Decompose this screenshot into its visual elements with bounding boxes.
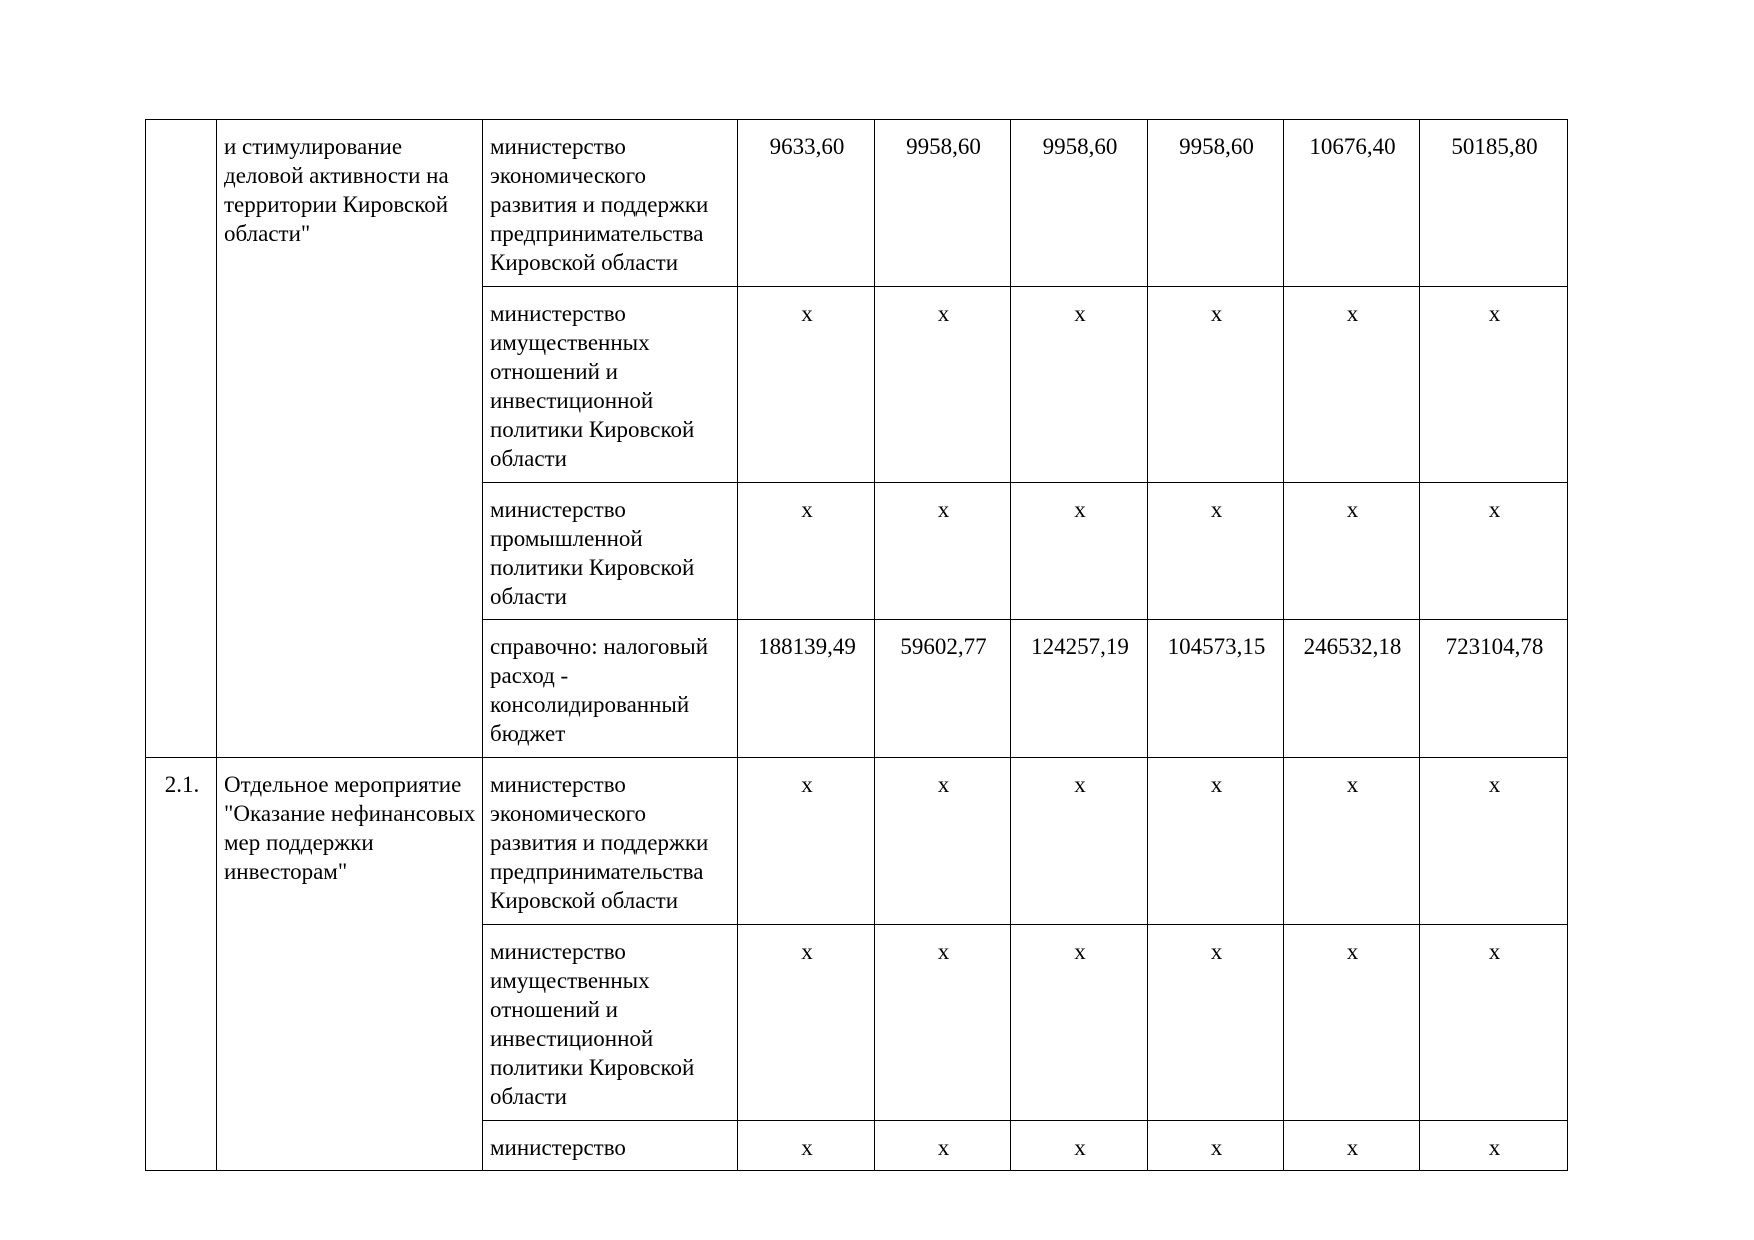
- executor-cell: министерство: [483, 1121, 738, 1171]
- year-value-cell: 9958,60: [875, 120, 1011, 287]
- year-value-cell: x: [1148, 287, 1284, 483]
- year-value-cell: 59602,77: [875, 620, 1011, 758]
- table-body: [146, 120, 1568, 1171]
- year-value-cell: x: [1284, 758, 1420, 925]
- year-value-cell: 188139,49: [738, 620, 875, 758]
- total-value-cell: x: [1420, 1121, 1568, 1171]
- year-value-cell: x: [1148, 925, 1284, 1121]
- year-value-cell: x: [1011, 1121, 1148, 1171]
- year-value-cell: x: [1011, 925, 1148, 1121]
- executor-cell: министерство экономического развития и поддержки предпринимательства Кировской области: [483, 758, 738, 925]
- year-value-cell: 104573,15: [1148, 620, 1284, 758]
- year-value-cell: x: [875, 758, 1011, 925]
- year-value-cell: x: [738, 483, 875, 620]
- year-value-cell: x: [738, 758, 875, 925]
- total-value-cell: x: [1420, 758, 1568, 925]
- year-value-cell: x: [1011, 287, 1148, 483]
- year-value-cell: x: [1011, 758, 1148, 925]
- total-value-cell: x: [1420, 287, 1568, 483]
- year-value-cell: 246532,18: [1284, 620, 1420, 758]
- table-row: [146, 120, 1568, 287]
- year-value-cell: x: [738, 287, 875, 483]
- row-number-cell: [146, 120, 217, 758]
- year-value-cell: 10676,40: [1284, 120, 1420, 287]
- activity-name-cell: Отдельное мероприятие "Оказание нефинансовых мер поддержки инвесторам": [217, 758, 483, 1171]
- total-value-cell: x: [1420, 925, 1568, 1121]
- year-value-cell: x: [1284, 287, 1420, 483]
- activity-name-cell: и стимулирование деловой активности на территории Кировской области": [217, 120, 483, 758]
- executor-cell: справочно: налоговый расход - консолидированный бюджет: [483, 620, 738, 758]
- year-value-cell: x: [738, 925, 875, 1121]
- year-value-cell: x: [1148, 1121, 1284, 1171]
- year-value-cell: x: [1148, 483, 1284, 620]
- year-value-cell: 9958,60: [1148, 120, 1284, 287]
- year-value-cell: x: [1284, 925, 1420, 1121]
- row-number-cell: 2.1.: [146, 758, 217, 1171]
- year-value-cell: x: [875, 925, 1011, 1121]
- total-value-cell: x: [1420, 483, 1568, 620]
- total-value-cell: 723104,78: [1420, 620, 1568, 758]
- total-value-cell: 50185,80: [1420, 120, 1568, 287]
- year-value-cell: x: [1284, 1121, 1420, 1171]
- executor-cell: министерство промышленной политики Кировской области: [483, 483, 738, 620]
- year-value-cell: x: [875, 483, 1011, 620]
- executor-cell: министерство имущественных отношений и инвестиционной политики Кировской области: [483, 287, 738, 483]
- executor-cell: министерство экономического развития и поддержки предпринимательства Кировской области: [483, 120, 738, 287]
- year-value-cell: x: [738, 1121, 875, 1171]
- year-value-cell: x: [1148, 758, 1284, 925]
- year-value-cell: 9958,60: [1011, 120, 1148, 287]
- year-value-cell: x: [1011, 483, 1148, 620]
- executor-cell: министерство имущественных отношений и инвестиционной политики Кировской области: [483, 925, 738, 1121]
- year-value-cell: 124257,19: [1011, 620, 1148, 758]
- year-value-cell: x: [1284, 483, 1420, 620]
- table-row: [146, 758, 1568, 925]
- year-value-cell: x: [875, 1121, 1011, 1171]
- year-value-cell: 9633,60: [738, 120, 875, 287]
- year-value-cell: x: [875, 287, 1011, 483]
- budget-table: [145, 119, 1568, 1171]
